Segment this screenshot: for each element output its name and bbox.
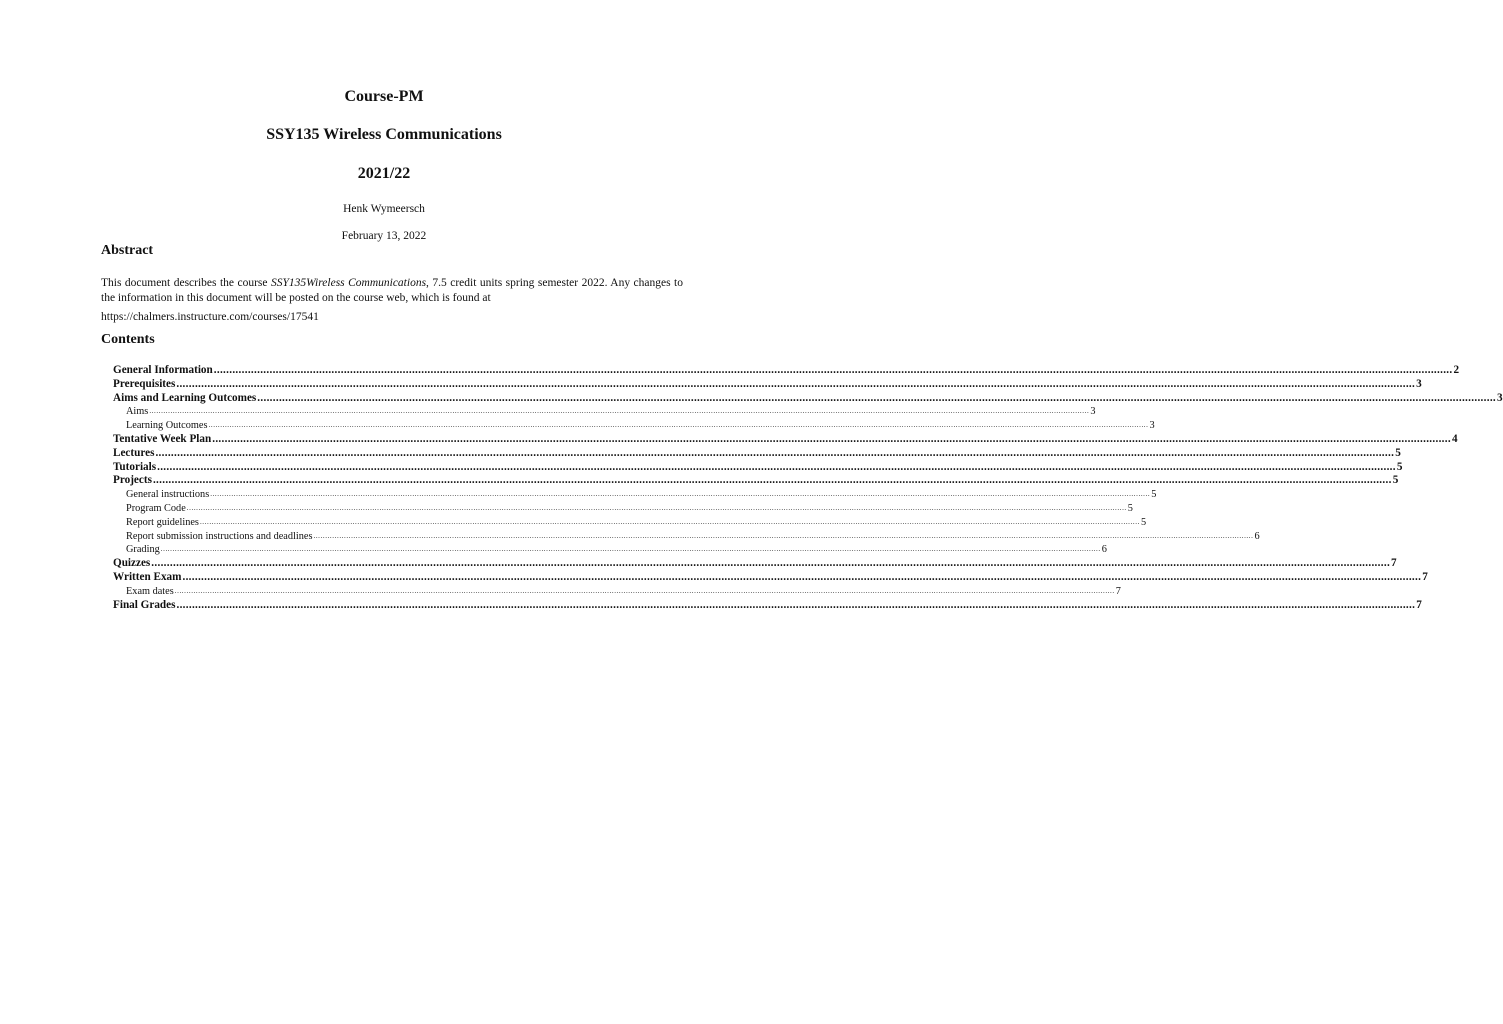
abstract-heading: Abstract (101, 243, 154, 258)
toc-entry-label: General Information (113, 364, 213, 376)
toc-entry-label: Final Grades (113, 598, 176, 611)
toc-entry-page: 7 (1115, 585, 1121, 597)
toc-entry-label: Learning Outcomes (126, 420, 208, 432)
abstract-text (101, 276, 683, 306)
toc-entry[interactable] (113, 502, 1133, 516)
toc-entry-page: 3 (1149, 420, 1155, 432)
author: Henk Wymeersch (343, 203, 425, 215)
toc-entry-label: Aims and Learning Outcomes (113, 391, 257, 404)
toc-leader-dots: ................................................................................................................................................................................................................................................................................................................................................................................................................ (152, 474, 1392, 487)
toc-entry-label: Tutorials (113, 460, 157, 473)
document-date: February 13, 2022 (341, 230, 427, 242)
toc-leader-dots: ................................................................................................................................................................................................................................................................................................................................................................................................................ (212, 432, 1451, 445)
toc-entry[interactable] (113, 405, 1096, 419)
toc-entry-label: Written Exam (113, 570, 182, 583)
toc-entry[interactable] (113, 516, 1147, 530)
toc-entry-label: Quizzes (113, 557, 151, 570)
toc-leader-dots: ................................................................................................................................................................................................................................................................................................................................................................................................................ (174, 586, 1115, 595)
abstract-text-before: This document describes the course (101, 277, 271, 289)
toc-entry[interactable] (113, 598, 1422, 613)
toc-leader-dots: ................................................................................................................................................................................................................................................................................................................................................................................................................ (199, 517, 1140, 526)
toc-entry-page: 5 (1395, 446, 1401, 459)
toc-entry-page: 3 (1416, 377, 1422, 390)
toc-entry-page: 3 (1497, 391, 1503, 404)
toc-entry[interactable] (113, 474, 1399, 488)
course-name-italic: SSY135Wireless Communications (270, 277, 427, 289)
toc-entry-page: 6 (1254, 530, 1260, 542)
course-title: SSY135 Wireless Communications (266, 126, 502, 143)
toc-entry-page: 7 (1422, 570, 1428, 583)
toc-entry[interactable] (113, 530, 1260, 544)
toc-entry-page: 3 (1090, 406, 1096, 418)
toc-entry[interactable] (113, 585, 1121, 599)
toc-entry-page: 6 (1101, 544, 1107, 556)
toc-entry[interactable] (113, 488, 1157, 502)
toc-leader-dots: ................................................................................................................................................................................................................................................................................................................................................................................................................ (210, 490, 1151, 499)
toc-leader-dots: ................................................................................................................................................................................................................................................................................................................................................................................................................ (213, 364, 1453, 376)
toc-entry-label: Grading (126, 544, 160, 556)
course-web-url[interactable]: https://chalmers.instructure.com/courses/17541 (101, 311, 319, 323)
toc-entry[interactable] (113, 570, 1428, 585)
toc-entry-label: Tentative Week Plan (113, 432, 212, 445)
toc-entry[interactable] (113, 419, 1155, 433)
toc-leader-dots: ................................................................................................................................................................................................................................................................................................................................................................................................................ (155, 446, 1395, 459)
toc-entry[interactable] (113, 432, 1458, 447)
toc-entry-page: 5 (1140, 516, 1147, 528)
toc-leader-dots: ................................................................................................................................................................................................................................................................................................................................................................................................................ (151, 557, 1391, 570)
toc-entry[interactable] (113, 391, 1503, 406)
toc-entry-page: 7 (1391, 557, 1397, 570)
toc-entry-page: 4 (1451, 432, 1458, 445)
toc-leader-dots: ................................................................................................................................................................................................................................................................................................................................................................................................................ (176, 377, 1416, 390)
toc-leader-dots: ................................................................................................................................................................................................................................................................................................................................................................................................................ (149, 407, 1090, 416)
toc-entry[interactable] (113, 543, 1107, 557)
toc-entry-label: Program Code (126, 502, 186, 514)
toc-entry-page: 2 (1453, 364, 1460, 376)
toc-entry[interactable] (113, 364, 1460, 378)
toc-entry[interactable] (113, 557, 1397, 571)
toc-entry[interactable] (113, 377, 1422, 392)
toc-leader-dots: ................................................................................................................................................................................................................................................................................................................................................................................................................ (257, 391, 1497, 404)
toc-leader-dots: ................................................................................................................................................................................................................................................................................................................................................................................................................ (208, 421, 1149, 430)
toc-entry-label: Lectures (113, 446, 155, 459)
toc-leader-dots: ................................................................................................................................................................................................................................................................................................................................................................................................................ (182, 570, 1422, 583)
contents-heading: Contents (101, 332, 155, 347)
table-of-contents (113, 364, 1503, 612)
toc-entry-label: Exam dates (126, 585, 174, 597)
toc-leader-dots: ................................................................................................................................................................................................................................................................................................................................................................................................................ (176, 598, 1416, 611)
document-title: Course-PM (344, 88, 424, 105)
toc-entry-page: 5 (1127, 502, 1133, 514)
toc-entry-label: Aims (126, 406, 149, 418)
toc-entry-page: 5 (1151, 489, 1157, 501)
abstract-text-after: , 7.5 credit units spring semester 2022. Any changes to the information in this document will be posted on the course web, which is found at (101, 277, 683, 304)
academic-year: 2021/22 (357, 165, 411, 182)
toc-entry-label: Projects (113, 474, 152, 487)
toc-entry-page: 7 (1416, 598, 1422, 611)
toc-entry-page: 5 (1396, 460, 1403, 473)
toc-entry-label: General instructions (126, 489, 210, 501)
toc-entry-page: 5 (1392, 474, 1399, 487)
toc-entry-label: Report guidelines (126, 516, 199, 528)
toc-leader-dots: ................................................................................................................................................................................................................................................................................................................................................................................................................ (157, 460, 1396, 473)
toc-entry-label: Prerequisites (113, 377, 176, 390)
toc-leader-dots: ................................................................................................................................................................................................................................................................................................................................................................................................................ (186, 503, 1127, 512)
toc-entry[interactable] (113, 446, 1401, 461)
toc-leader-dots: ................................................................................................................................................................................................................................................................................................................................................................................................................ (160, 545, 1101, 554)
toc-leader-dots: ................................................................................................................................................................................................................................................................................................................................................................................................................ (313, 531, 1254, 540)
toc-entry[interactable] (113, 460, 1403, 475)
toc-entry-label: Report submission instructions and deadlines (126, 530, 313, 542)
